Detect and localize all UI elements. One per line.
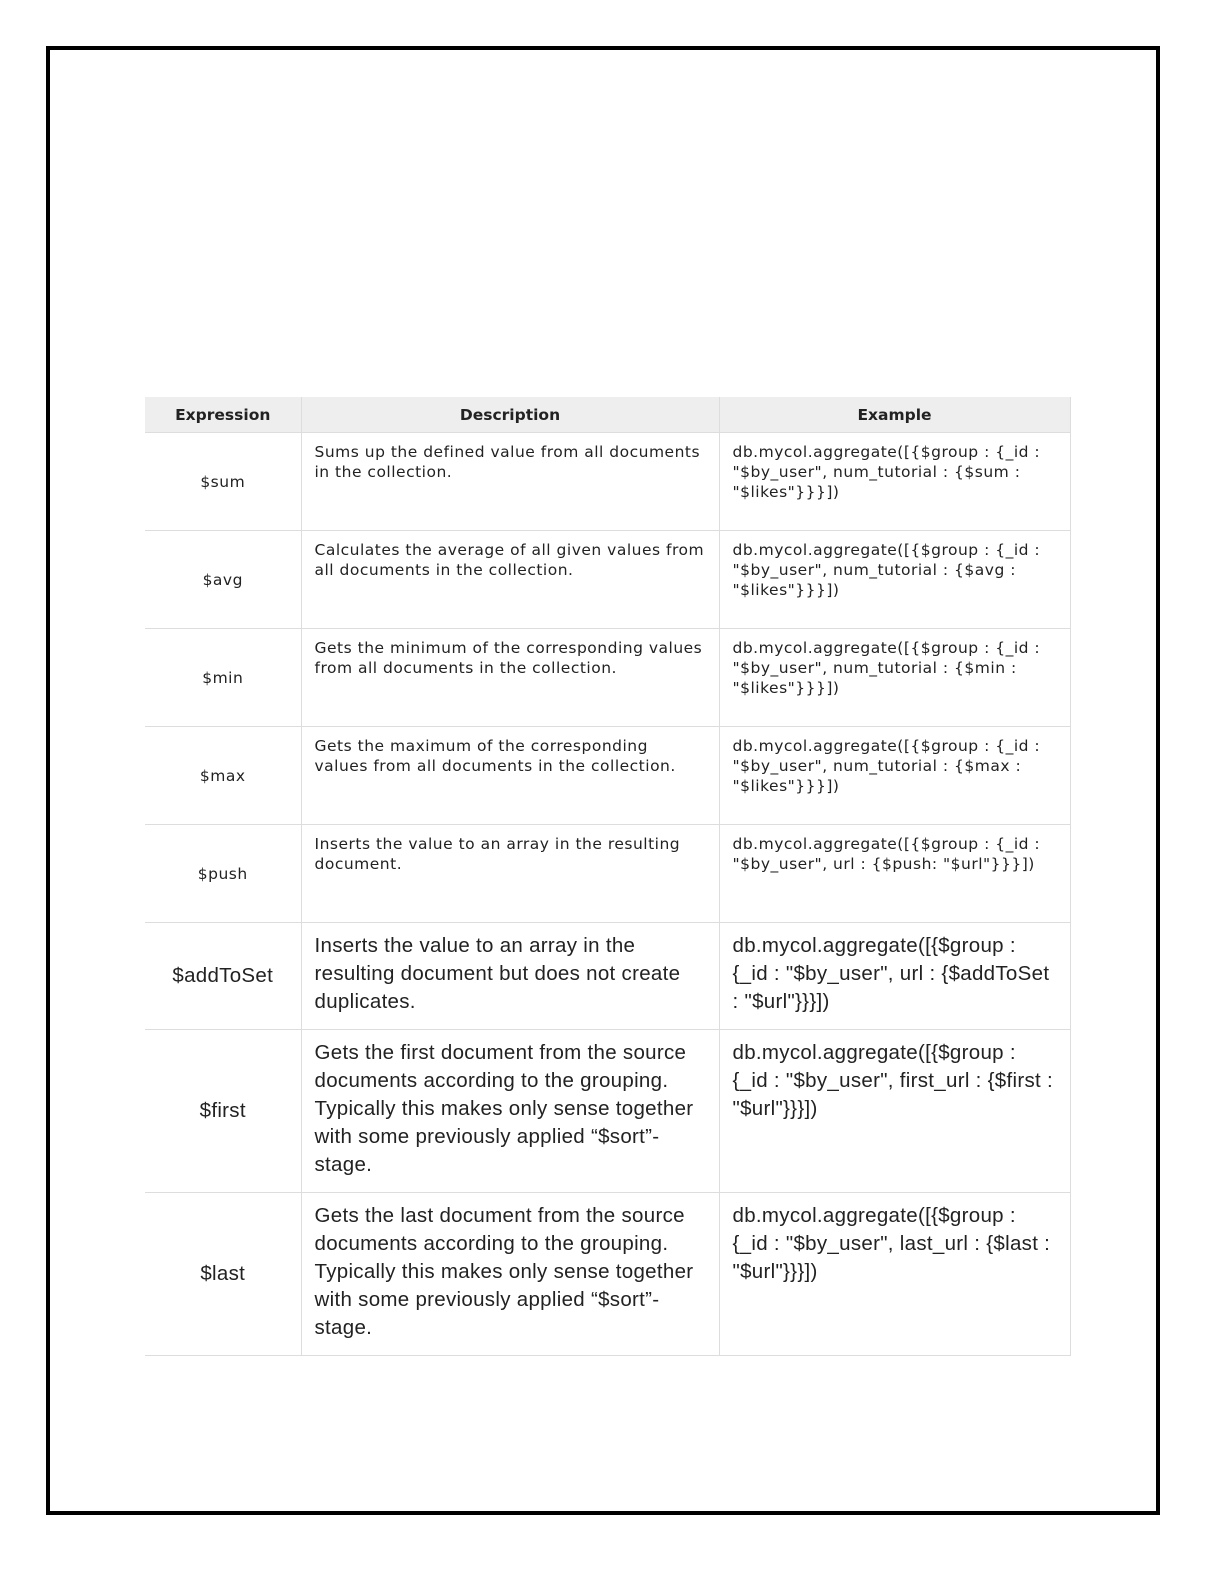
- header-example: Example: [719, 397, 1070, 433]
- example-cell: db.mycol.aggregate([{$group : {_id : "$by_user", url : {$addToSet : "$url"}}}]): [719, 923, 1070, 1030]
- expression-cell: $avg: [145, 531, 301, 629]
- example-cell: db.mycol.aggregate([{$group : {_id : "$by_user", num_tutorial : {$max : "$likes"}}}]): [719, 727, 1070, 825]
- header-description: Description: [301, 397, 719, 433]
- expression-cell: $sum: [145, 433, 301, 531]
- description-cell: Inserts the value to an array in the resulting document.: [301, 825, 719, 923]
- table-header-row: [145, 397, 1070, 433]
- expression-cell: $addToSet: [145, 923, 301, 1030]
- example-cell: db.mycol.aggregate([{$group : {_id : "$by_user", num_tutorial : {$avg : "$likes"}}}]): [719, 531, 1070, 629]
- table-row: [145, 433, 1070, 531]
- description-cell: Calculates the average of all given values from all documents in the collection.: [301, 531, 719, 629]
- table-row: [145, 825, 1070, 923]
- table-row: [145, 727, 1070, 825]
- expression-cell: $min: [145, 629, 301, 727]
- description-cell: Inserts the value to an array in the resulting document but does not create duplicates.: [301, 923, 719, 1030]
- table-row: [145, 629, 1070, 727]
- description-cell: Gets the maximum of the corresponding values from all documents in the collection.: [301, 727, 719, 825]
- expression-cell: $last: [145, 1193, 301, 1356]
- expression-cell: $max: [145, 727, 301, 825]
- description-cell: Gets the first document from the source documents according to the grouping. Typically this makes only sense together with some previously applied “$sort”-stage.: [301, 1030, 719, 1193]
- description-cell: Gets the minimum of the corresponding values from all documents in the collection.: [301, 629, 719, 727]
- header-expression: Expression: [145, 397, 301, 433]
- table-row: [145, 531, 1070, 629]
- example-cell: db.mycol.aggregate([{$group : {_id : "$by_user", url : {$push: "$url"}}}]): [719, 825, 1070, 923]
- example-cell: db.mycol.aggregate([{$group : {_id : "$by_user", num_tutorial : {$min : "$likes"}}}]): [719, 629, 1070, 727]
- table-row: [145, 1030, 1070, 1193]
- aggregation-expressions-table: [145, 397, 1071, 1356]
- expression-cell: $first: [145, 1030, 301, 1193]
- example-cell: db.mycol.aggregate([{$group : {_id : "$by_user", first_url : {$first : "$url"}}}]): [719, 1030, 1070, 1193]
- example-cell: db.mycol.aggregate([{$group : {_id : "$by_user", num_tutorial : {$sum : "$likes"}}}]): [719, 433, 1070, 531]
- table-row: [145, 1193, 1070, 1356]
- description-cell: Sums up the defined value from all documents in the collection.: [301, 433, 719, 531]
- example-cell: db.mycol.aggregate([{$group : {_id : "$by_user", last_url : {$last : "$url"}}}]): [719, 1193, 1070, 1356]
- expression-cell: $push: [145, 825, 301, 923]
- table-row: [145, 923, 1070, 1030]
- description-cell: Gets the last document from the source documents according to the grouping. Typically this makes only sense together with some previously applied “$sort”-stage.: [301, 1193, 719, 1356]
